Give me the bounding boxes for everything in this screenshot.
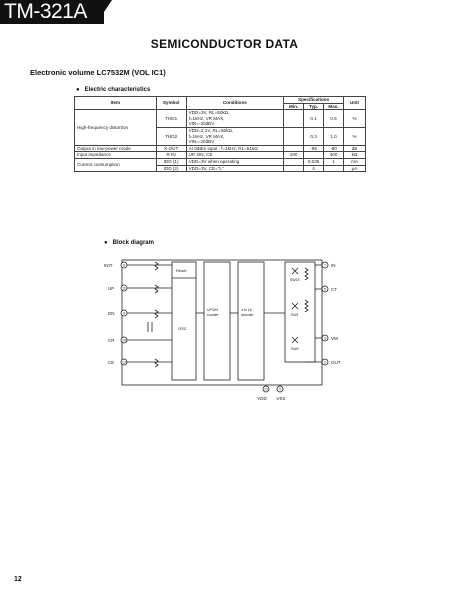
col-typ: Typ. <box>304 103 324 110</box>
condition-line: f=1kHz, VR MAX, <box>188 115 225 121</box>
osc-reset-block <box>172 262 196 380</box>
block-heading-text: Block diagram <box>112 240 154 246</box>
cell-typ: -95 <box>304 145 324 152</box>
cell-symbol: THD2 <box>156 127 186 145</box>
decoder-label: decoder <box>241 313 254 317</box>
cell-item: High-frequency distortion <box>75 110 157 146</box>
cell-conditions: VDD=3V when operating <box>186 158 284 165</box>
cell-min: 100 <box>284 152 304 159</box>
pin-label-dn: DN <box>108 311 115 316</box>
pin-number: 3 <box>324 336 326 341</box>
switch-label: SW0 <box>291 347 299 351</box>
switch-label: SW15 <box>290 278 300 282</box>
col-item: Item <box>75 97 157 110</box>
cell-symbol: IDD (2) <box>156 165 186 172</box>
switch-label: SW1 <box>291 313 299 317</box>
col-max: Max. <box>324 103 344 110</box>
cell-symbol: R IN <box>156 152 186 159</box>
switch-array <box>285 262 315 362</box>
pin-number: 1 <box>279 387 281 392</box>
reset-label: Reset <box>176 268 187 273</box>
condition-line: VDD=2.1V, RL=50kΩ, <box>188 127 234 133</box>
cell-max: 1 <box>324 158 344 165</box>
ladder-resistor-icon <box>305 300 308 312</box>
pin-number: 7 <box>324 263 326 268</box>
counter-block <box>204 262 230 380</box>
pin-number: 9 <box>123 311 125 316</box>
resistor-icon <box>155 262 158 270</box>
cell-max: 0.5 <box>324 110 344 128</box>
cell-conditions: VDD=3V, CE="L" <box>186 165 284 172</box>
osc-label: OSC <box>178 326 187 331</box>
pin-number: 11 <box>122 286 126 291</box>
counter-label: UP/DN <box>207 308 218 312</box>
pin-label-cr: CR <box>108 338 115 343</box>
pin-label-ct: CT <box>331 287 337 292</box>
pin-label-init: INIT <box>104 263 113 268</box>
cell-symbol: THD1 <box>156 110 186 128</box>
condition-line: VDD=3V, RL=50kΩ, <box>188 110 230 116</box>
pin-number: 6 <box>123 263 125 268</box>
bullet-icon: ● <box>76 87 80 93</box>
cell-item: Current consumption <box>75 158 157 171</box>
decoder-label: 4 to 16 <box>241 308 252 312</box>
cell-unit: mA <box>344 158 366 165</box>
cell-conditions: At 0dBm input : f=1kHz, RL=51kΩ <box>186 145 284 152</box>
electric-heading-text: Electric characteristics <box>84 87 151 93</box>
col-min: Min. <box>284 103 304 110</box>
pin-label-up: UP <box>108 286 115 291</box>
model-number: TM-321A <box>4 0 87 23</box>
cell-typ: 4 <box>304 165 324 172</box>
cell-unit: dB <box>344 145 366 152</box>
resistor-icon <box>155 359 158 367</box>
pin-label-ce: CE <box>108 360 115 365</box>
cell-symbol: IDD (1) <box>156 158 186 165</box>
pin-label-out: OUT <box>331 360 341 365</box>
cell-typ: 0.1 <box>304 110 324 128</box>
pin-label-vm: VM <box>331 336 338 341</box>
condition-line: f=1kHz, VR MAX, <box>188 133 225 139</box>
bullet-icon: ● <box>104 240 108 246</box>
cell-max: 1.0 <box>324 127 344 145</box>
col-symbol: Symbol <box>156 97 186 110</box>
col-conditions: Conditions <box>186 97 284 110</box>
counter-label: counter <box>207 313 219 317</box>
col-unit: Unit <box>344 97 366 110</box>
switch-icon <box>292 303 298 309</box>
cell-max: -80 <box>324 145 344 152</box>
switch-icon <box>292 268 298 274</box>
page-number: 12 <box>14 576 22 583</box>
pin-label-vss: VSS <box>276 396 286 401</box>
cell-typ: 0.3 <box>304 127 324 145</box>
cell-unit: % <box>344 127 366 145</box>
cell-unit: % <box>344 110 366 128</box>
pin-number: 13 <box>122 360 126 365</box>
resistor-icon <box>155 310 158 318</box>
page-title: SEMICONDUCTOR DATA <box>150 37 299 51</box>
condition-line: VIN=-20dBV <box>188 121 215 127</box>
switch-icon <box>292 337 298 343</box>
resistor-icon <box>155 285 158 293</box>
condition-line: VIN=-20dBV <box>188 139 215 145</box>
section-title: Electronic volume LC7532M (VOL IC1) <box>30 68 166 77</box>
cell-conditions: UP, DN, CE <box>186 152 284 159</box>
pin-label-in: IN <box>331 263 336 268</box>
pin-label-vdd: VDD <box>257 396 267 401</box>
cell-symbol: X-OUT <box>156 145 186 152</box>
cell-item: Output in low-power mode <box>75 145 157 152</box>
cell-item: Input impedance <box>75 152 157 159</box>
cell-max: 400 <box>324 152 344 159</box>
decoder-block <box>238 262 264 380</box>
pin-number: 12 <box>264 387 268 392</box>
cell-typ: 0.035 <box>304 158 324 165</box>
pin-number: 10 <box>122 338 126 343</box>
col-specifications: Specifications <box>284 97 344 104</box>
pin-number: 2 <box>324 360 326 365</box>
pin-number: 5 <box>324 287 326 292</box>
cell-unit: kΩ <box>344 152 366 159</box>
cell-unit: μA <box>344 165 366 172</box>
ladder-resistor-icon <box>305 268 308 280</box>
